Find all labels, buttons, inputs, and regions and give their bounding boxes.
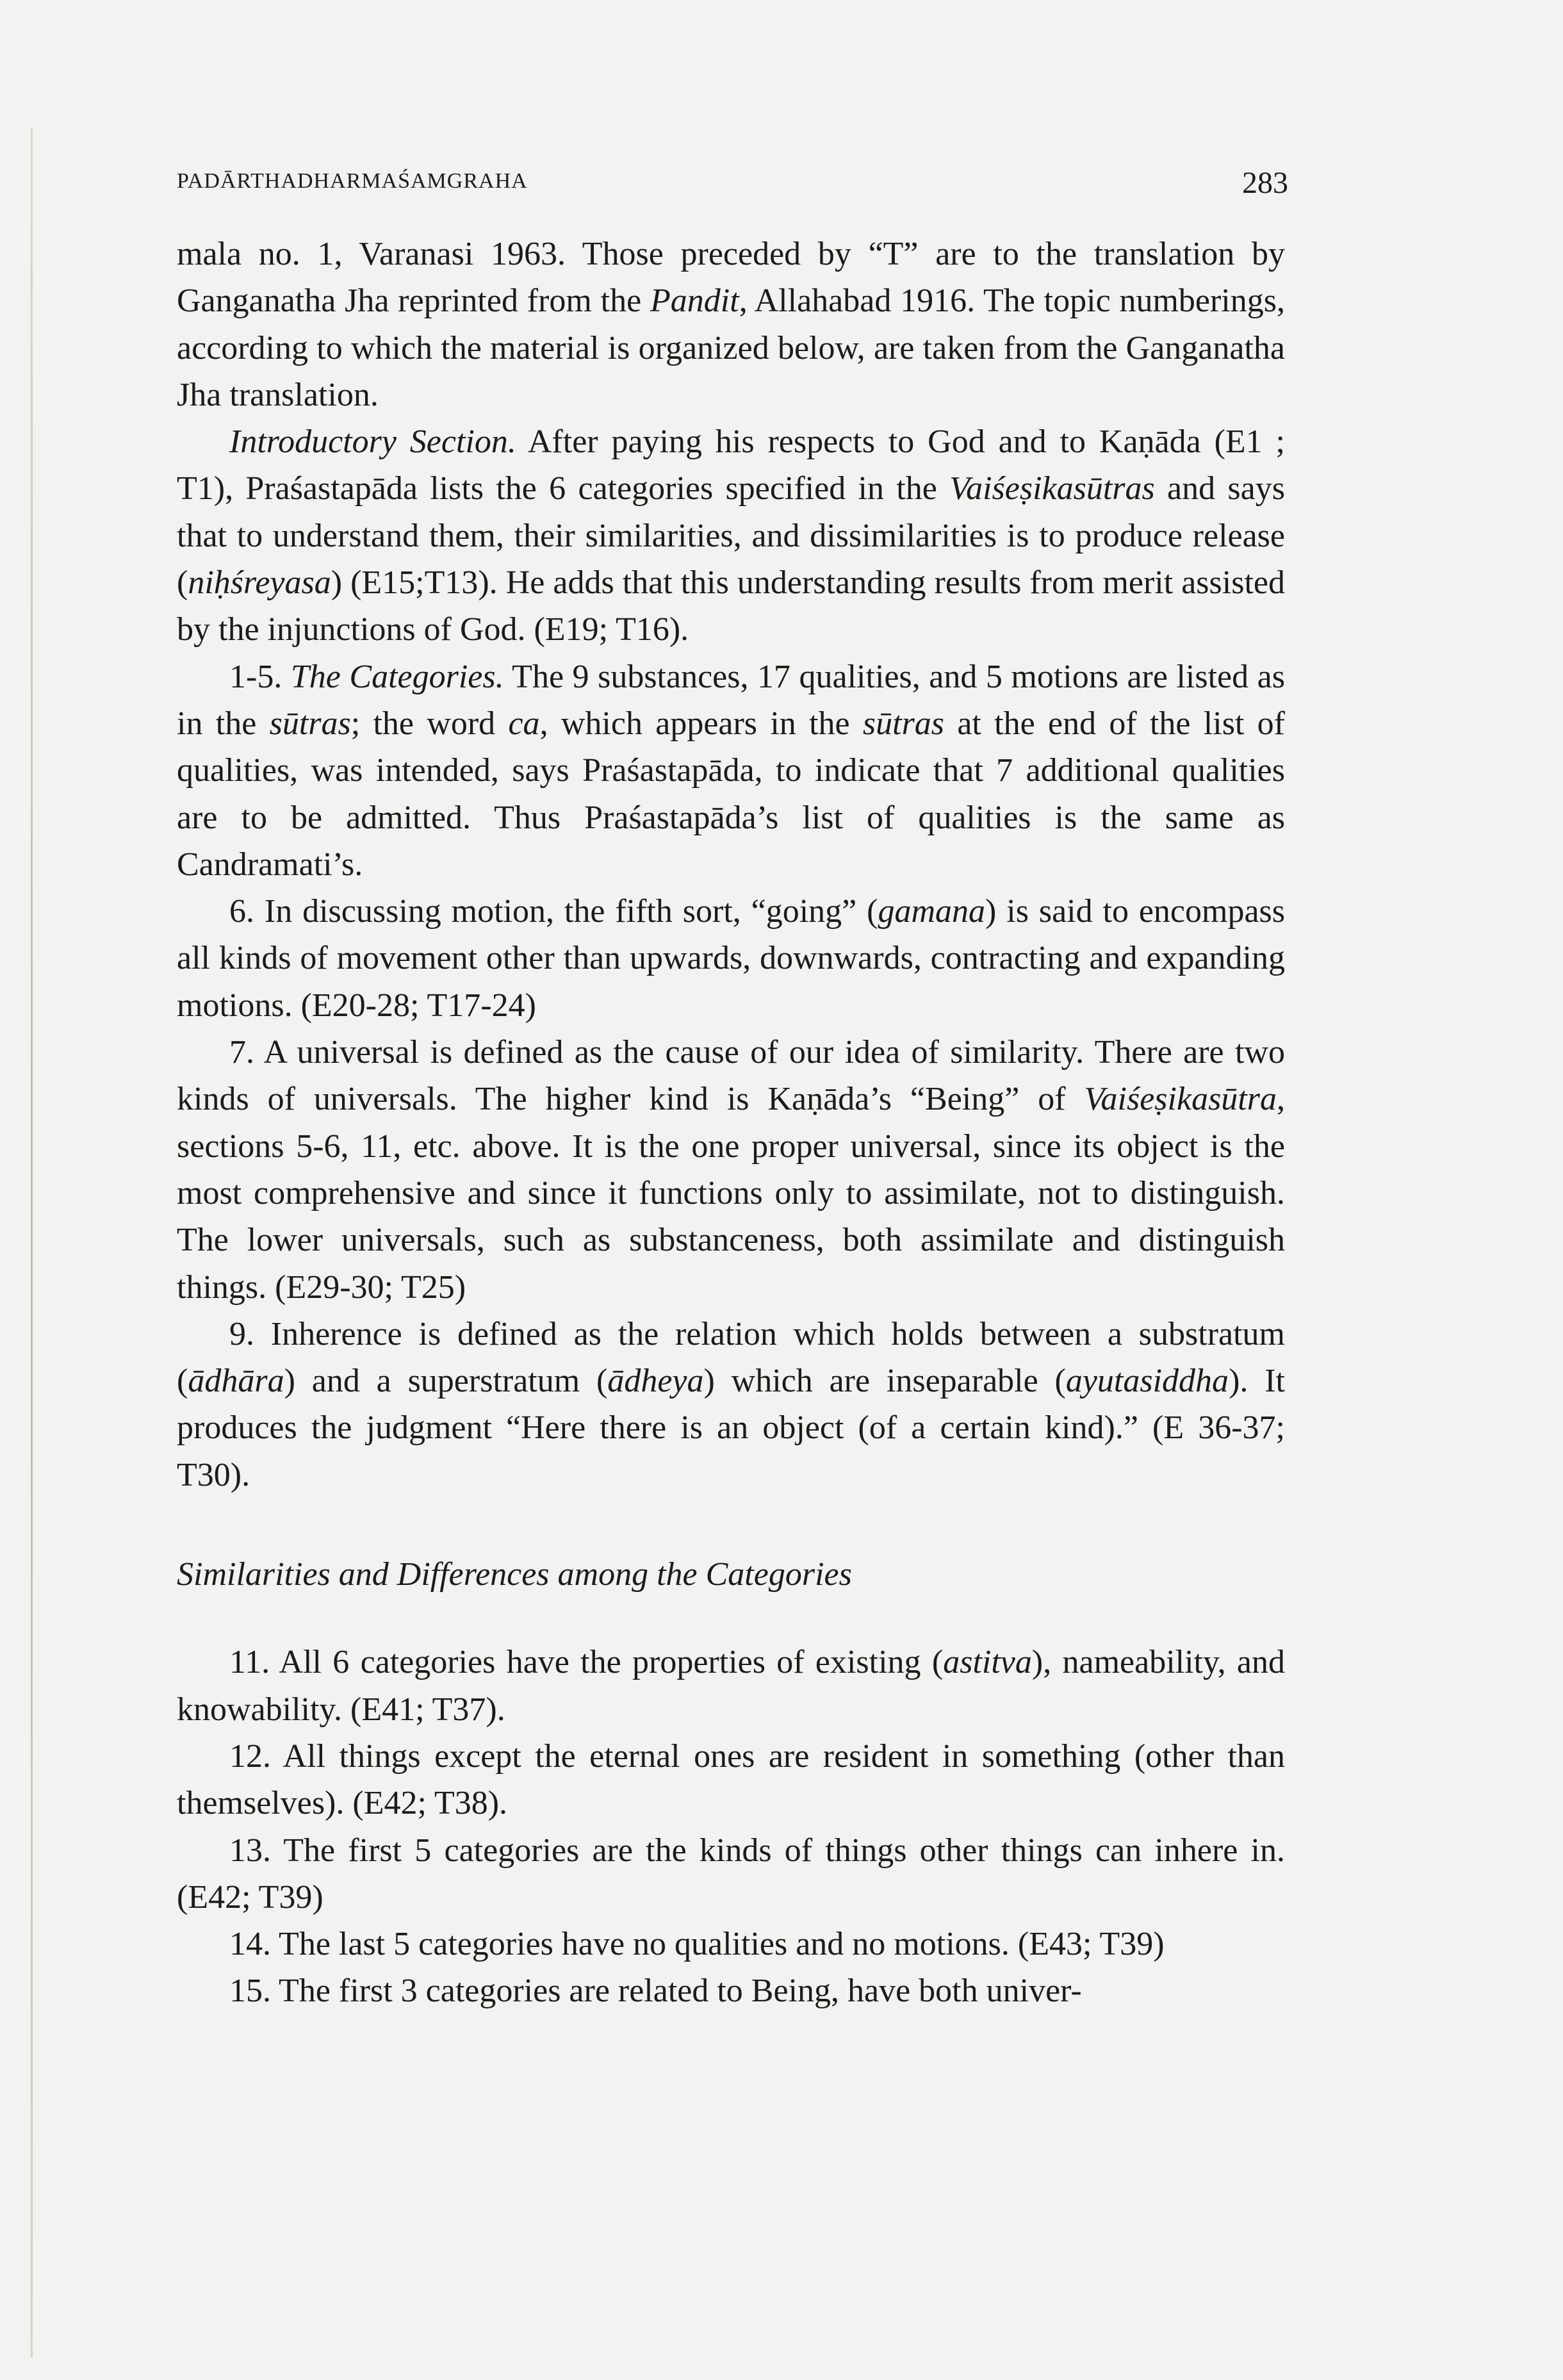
item-number: 15. bbox=[229, 1973, 271, 2010]
continuation-paragraph: mala no. 1, Varanasi 1963. Those preceded by “T” are to the translation by Ganganatha Jha reprinted from the Pandit, Allahabad 1916. The topic numberings, according to which the material is organized below, are taken from the Ganganatha Jha translation. bbox=[177, 236, 1285, 413]
item-13-paragraph: 13. The first 5 categories are the kinds of things other things can inhere in. (E42; T39) bbox=[177, 1832, 1285, 1916]
running-head bbox=[177, 165, 1288, 204]
item-6-paragraph: 6. In discussing motion, the fifth sort, “going” (gamana) is said to encompass all kinds of movement other than upwards, downwards, contracting and expanding motions. (E20-28; T17-24) bbox=[177, 893, 1285, 1024]
item-11-paragraph: 11. All 6 categories have the properties of existing (astitva), nameability, and knowability. (E41; T37). bbox=[177, 1644, 1286, 1728]
introductory-heading: Introductory Section. bbox=[229, 423, 516, 461]
item-number: 12. bbox=[229, 1737, 271, 1775]
item-number: 14. bbox=[229, 1926, 271, 1963]
item-7-paragraph: 7. A universal is defined as the cause of our idea of similarity. There are two kinds of universals. The higher kind is Kaṇāda’s “Being” of Vaiśeṣikasūtra, sections 5-6, 11, etc. above. It is the one proper universal, since its object is the most comprehensive and since it functions only to assimilate, not to distinguish. The lower universals, such as substanceness, both assimilate and distinguish things. (E29-30; T25) bbox=[177, 1034, 1285, 1306]
item-14-paragraph: 14. The last 5 categories have no qualities and no motions. (E43; T39) bbox=[229, 1926, 1165, 1963]
item-number: 6. bbox=[229, 893, 254, 930]
item-9-paragraph: 9. Inherence is defined as the relation which holds between a substratum (ādhāra) and a superstratum (ādheya) which are inseparable (ayutasiddha). It produces the judgment “Here there is an object (of a certain kind).” (E 36-37; T30). bbox=[177, 1315, 1285, 1493]
binding-edge-shadow bbox=[31, 128, 33, 2358]
item-number: 13. bbox=[229, 1832, 271, 1869]
journal-title: Pandit bbox=[650, 283, 739, 320]
section-heading: Similarities and Differences among the Categories bbox=[177, 1556, 852, 1593]
categories-heading: The Categories. bbox=[282, 658, 504, 695]
body-text bbox=[177, 231, 1285, 2015]
page-number: 283 bbox=[1242, 166, 1288, 200]
item-15-paragraph: 15. The first 3 categories are related to Being, have both univer- bbox=[229, 1973, 1082, 2010]
item-12-paragraph: 12. All things except the eternal ones are resident in something (other than themselves). (E42; T38). bbox=[177, 1737, 1285, 1822]
item-number: 9. bbox=[229, 1315, 254, 1352]
categories-paragraph: 1-5. The Categories. The 9 substances, 17 qualities, and 5 motions are listed as in the sūtras; the word ca, which appears in the sūtras at the end of the list of qualities, was intended, says Praśastapāda, to indicate that 7 additional qualities are to be admitted. Thus Praśastapāda’s list of qualities is the same as Candramati’s. bbox=[177, 658, 1285, 883]
item-number: 11. bbox=[229, 1644, 270, 1681]
item-number: 7. bbox=[229, 1034, 254, 1071]
item-number: 1-5. bbox=[229, 658, 282, 695]
running-title: PADĀRTHADHARMAŚAMGRAHA bbox=[177, 169, 528, 193]
introductory-paragraph: Introductory Section. After paying his respects to God and to Kaṇāda (E1 ; T1), Praśastapāda lists the 6 categories specified in the Vaiśeṣikasūtras and says that to understand them, their similarities, and dissimilarities is to produce release (niḥśreyasa) (E15;T13). He adds that this understanding results from merit assisted by the injunctions of God. (E19; T16). bbox=[177, 423, 1285, 648]
